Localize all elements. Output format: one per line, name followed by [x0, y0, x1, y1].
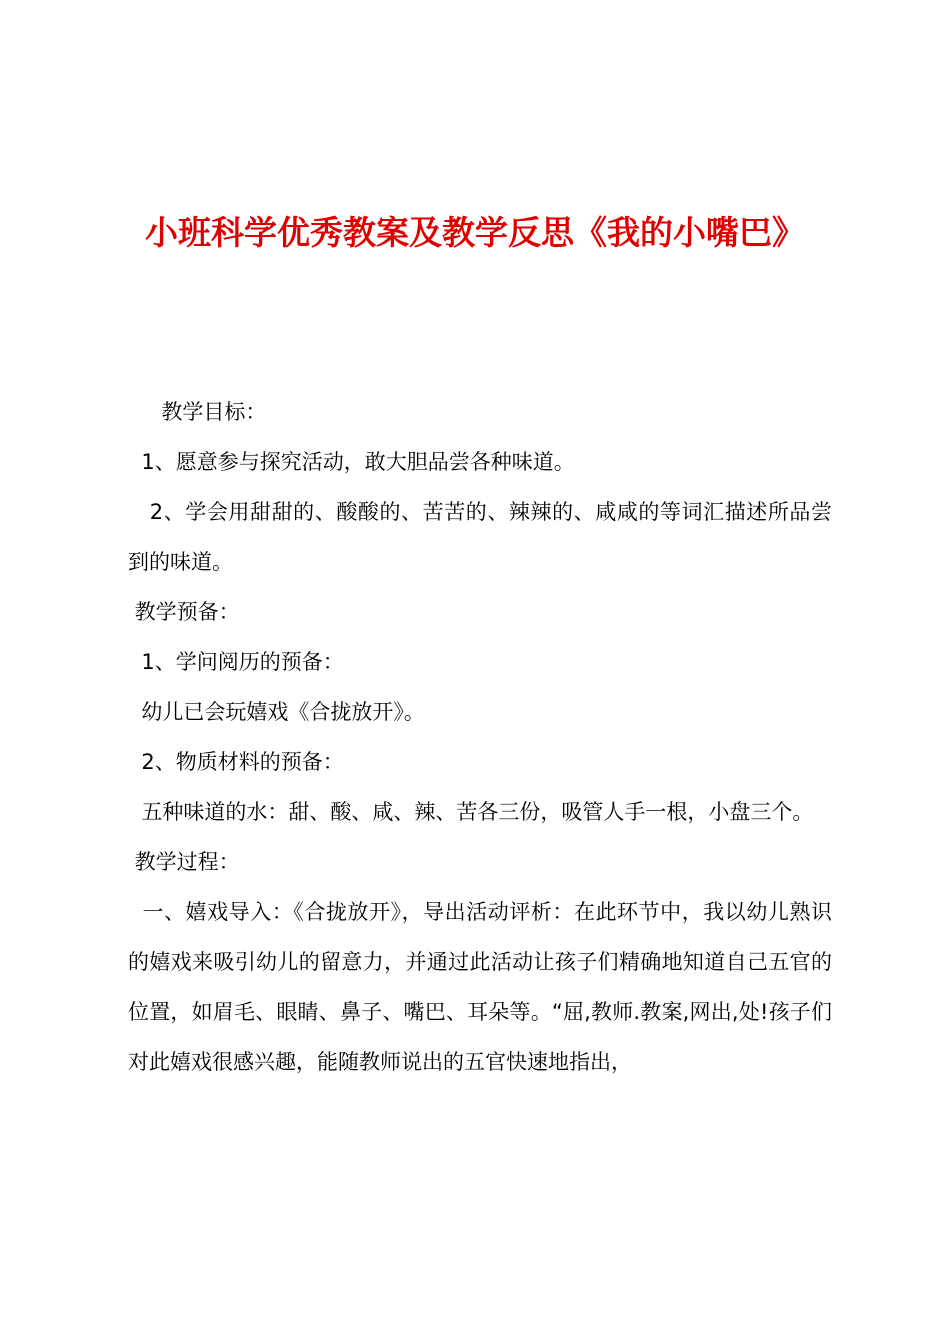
prep-item-2-text: 五种味道的水：甜、酸、咸、辣、苦各三份，吸管人手一根，小盘三个。	[128, 800, 814, 824]
prep-item-2: 2、物质材料的预备：	[128, 750, 344, 774]
process-step-1: 一、嬉戏导入：《合拢放开》，导出活动评析：在此环节中，我以幼儿熟识的嬉戏来吸引幼儿的留意力，并通过此活动让孩子们精确地知道自己五官的位置，如眉毛、眼睛、鼻子、嘴巴、耳朵等。“屈,教师.教案,网出,处!孩子们对此嬉戏很感兴趣，能随教师说出的五官快速地指出，	[128, 900, 832, 1074]
prep-item-1: 1、学问阅历的预备：	[128, 650, 344, 674]
teaching-process-heading: 教学过程：	[128, 850, 240, 874]
teaching-prep-heading: 教学预备：	[128, 600, 240, 624]
document-title: 小班科学优秀教案及教学反思《我的小嘴巴》	[145, 213, 805, 252]
teaching-goal-2: 2、学会用甜甜的、酸酸的、苦苦的、辣辣的、咸咸的等词汇描述所品尝到的味道。	[128, 500, 833, 574]
teaching-goal-1: 1、愿意参与探究活动，敢大胆品尝各种味道。	[128, 450, 575, 474]
document-body	[128, 387, 832, 1087]
prep-item-1-text: 幼儿已会玩嬉戏《合拢放开》。	[128, 700, 425, 724]
teaching-goals-heading: 教学目标：	[128, 400, 267, 424]
